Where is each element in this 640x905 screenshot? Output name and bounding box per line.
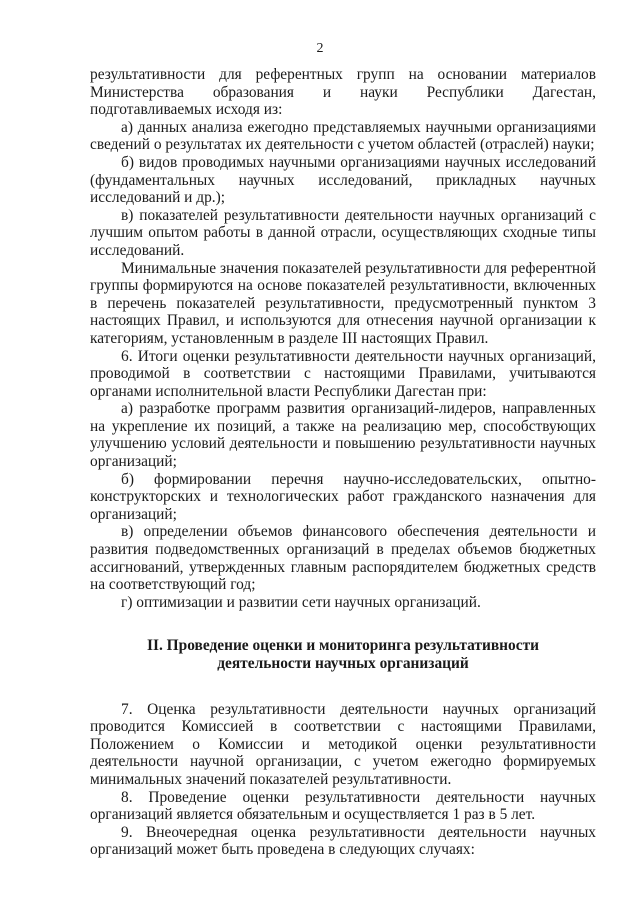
- paragraph: 6. Итоги оценки результативности деятельности научных организаций, проводимой в соответствии с настоящими Правилами, учитываются органами исполнительной власти Республики Дагестан при:: [90, 347, 596, 400]
- paragraph: в) определении объемов финансового обеспечения деятельности и развития подведомственных организаций в пределах объемов бюджетных ассигнований, утвержденных главным распорядителем бюджетных средств на соответствующий год;: [90, 523, 596, 594]
- document-body: [90, 66, 596, 859]
- section-heading: II. Проведение оценки и мониторинга результативности деятельности научных организаций: [147, 637, 539, 672]
- paragraph: г) оптимизации и развитии сети научных организаций.: [121, 593, 481, 611]
- paragraph: а) разработке программ развития организаций-лидеров, направленных на укрепление их позиций, а также на реализацию мер, способствующих улучшению условий деятельности и повышению результативности научных организаций;: [90, 400, 596, 471]
- paragraph: б) формировании перечня научно-исследовательских, опытно-конструкторских и технологических работ гражданского назначения для организаций;: [90, 470, 596, 523]
- paragraph: 9. Внеочередная оценка результативности деятельности научных организаций может быть проведена в следующих случаях:: [90, 823, 596, 859]
- paragraph: Минимальные значения показателей результативности для референтной группы формируются на основе показателей результативности, включенных в перечень показателей результативности, предусмотренный пунктом 3 настоящих Правил, и используются для отнесения научной организации к категориям, установленным в разделе III настоящих Правил.: [90, 259, 596, 347]
- paragraph: в) показателей результативности деятельности научных организаций с лучшим опытом работы в данной отрасли, осуществляющих сходные типы исследований.: [90, 206, 596, 259]
- paragraph: б) видов проводимых научными организациями научных исследований (фундаментальных научных исследований, прикладных научных исследований и др.);: [90, 153, 596, 207]
- page-number: 2: [316, 41, 324, 56]
- paragraph: а) данных анализа ежегодно представляемых научными организациями сведений о результатах их деятельности с учетом областей (отраслей) науки;: [90, 118, 596, 154]
- paragraph: результативности для референтных групп на основании материалов Министерства образования и науки Республики Дагестан, подготавливаемых исходя из:: [90, 66, 596, 119]
- paragraph: 7. Оценка результативности деятельности научных организаций проводится Комиссией в соответствии с настоящими Правилами, Положением о Комиссии и методикой оценки результативности деятельности научной организации, с учетом ежегодно формируемых минимальных значений показателей результативности.: [90, 700, 596, 788]
- paragraph: 8. Проведение оценки результативности деятельности научных организаций является обязательным и осуществляется 1 раз в 5 лет.: [90, 788, 596, 824]
